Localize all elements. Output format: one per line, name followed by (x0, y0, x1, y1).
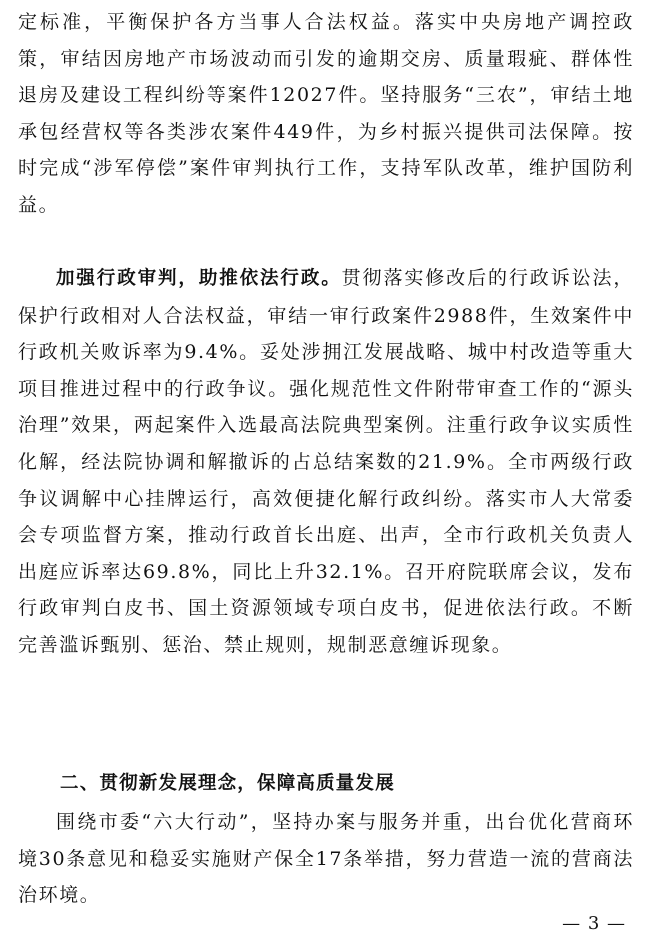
paragraph-lead-heading: 加强行政审判，助推依法行政。 (56, 268, 342, 289)
page-number: — 3 — (562, 913, 626, 934)
document-page (18, 0, 634, 950)
paragraph-body-text: 贯彻落实修改后的行政诉讼法，保护行政相对人合法权益，审结一审行政案件2988件，生效案件中行政机关败诉率为9.4%。妥处涉拥江发展战略、城中村改造等重大项目推进过程中的行政争议。强化规范性文件附带审查工作的“源头治理”效果，两起案件入选最高法院典型案例。注重行政争议实质性化解，经法院协调和解撤诉的占总结案数的21.9%。全市两级行政争议调解中心挂牌运行，高效便捷化解行政纠纷。落实市人大常委会专项监督方案，推动行政首长出庭、出声，全市行政机关负责人出庭应诉率达69.8%，同比上升32.1%。召开府院联席会议，发布行政审判白皮书、国土资源领域专项白皮书，促进依法行政。不断完善滥诉甄别、惩治、禁止规则，规制恶意缠诉现象。 (18, 267, 634, 656)
paragraph-business-environment: 围绕市委“六大行动”，坚持办案与服务并重，出台优化营商环境30条意见和稳妥实施财产保全17条举措，努力营造一流的营商法治环境。 (18, 811, 634, 907)
paragraph-administrative-trials (18, 260, 634, 664)
paragraph-continuation: 定标准，平衡保护各方当事人合法权益。落实中央房地产调控政策，审结因房地产市场波动而引发的逾期交房、质量瑕疵、群体性退房及建设工程纠纷等案件12027件。坚持服务“三农”，审结土地承包经营权等各类涉农案件449件，为乡村振兴提供司法保障。按时完成“涉军停偿”案件审判执行工作，支持军队改革，维护国防利益。 (18, 11, 634, 216)
section-heading: 二、贯彻新发展理念，保障高质量发展 (60, 773, 395, 794)
